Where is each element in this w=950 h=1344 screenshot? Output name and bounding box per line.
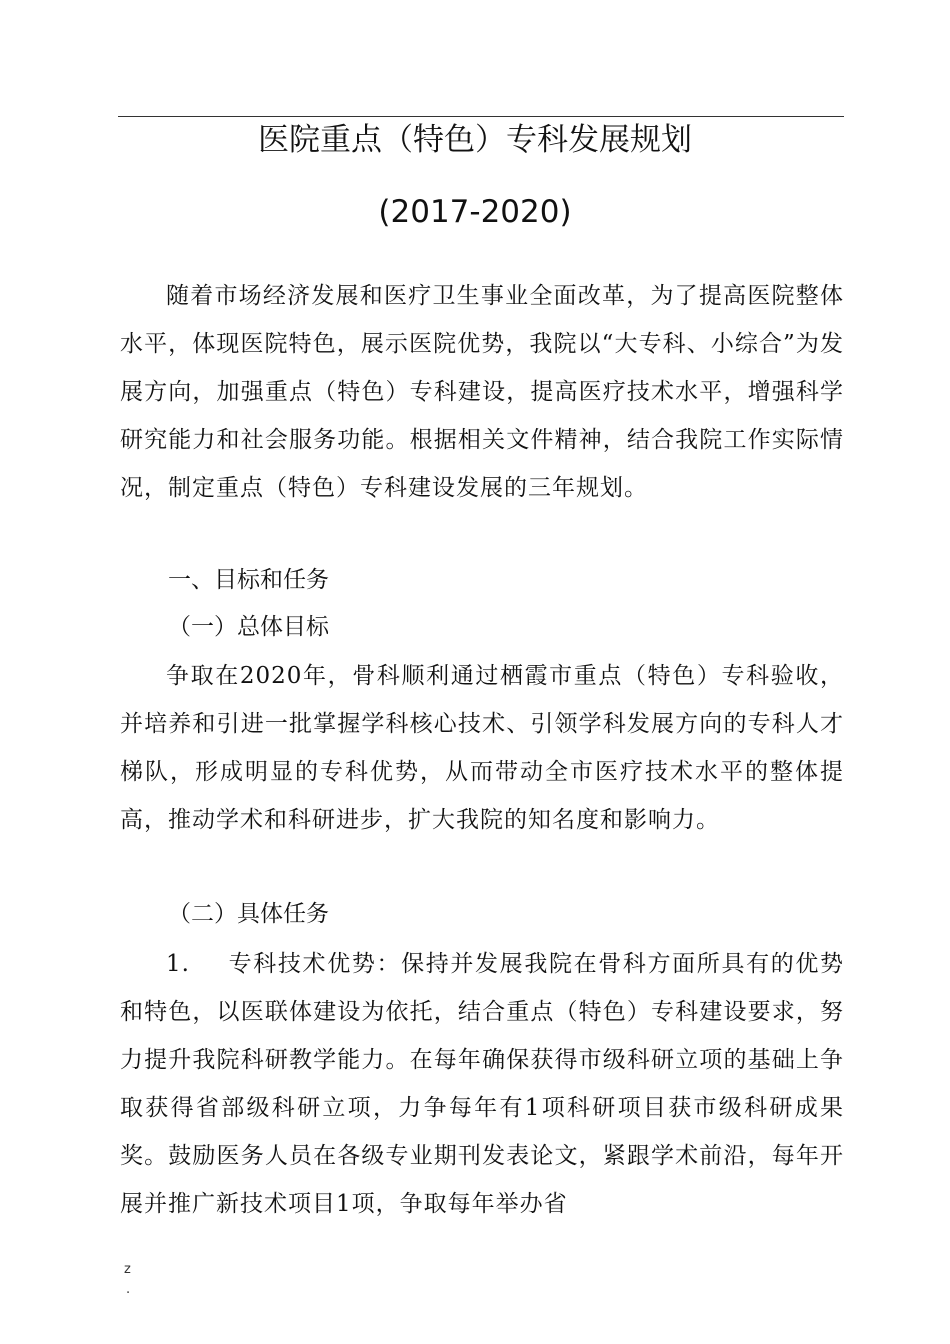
section-heading-goals: 一、目标和任务 (168, 567, 329, 593)
document-title: 医院重点（特色）专科发展规划 (258, 122, 692, 158)
subsection-heading-overall: （一）总体目标 (168, 614, 329, 640)
document-subtitle: (2017-2020) (378, 194, 572, 230)
task-item-number: 1. (166, 951, 190, 977)
intro-paragraph: 随着市场经济发展和医疗卫生事业全面改革，为了提高医院整体水平，体现医院特色，展示医院优势，我院以“大专科、小综合”为发展方向，加强重点（特色）专科建设，提高医疗技术水平，增强科学研究能力和社会服务功能。根据相关文件精神，结合我院工作实际情况，制定重点（特色）专科建设发展的三年规划。 (120, 283, 844, 501)
footer-dot: . (126, 1282, 131, 1297)
subsection-heading-tasks: （二）具体任务 (168, 901, 329, 927)
task-item-text: 专科技术优势：保持并发展我院在骨科方面所具有的优势和特色，以医联体建设为依托，结合重点（特色）专科建设要求，努力提升我院科研教学能力。在每年确保获得市级科研立项的基础上争取获得省部级科研立项，力争每年有1项科研项目获市级科研成果奖。鼓励医务人员在各级专业期刊发表论文，紧跟学术前沿，每年开展并推广新技术项目1项，争取每年举办省 (120, 951, 844, 1217)
task-item-1 (120, 940, 844, 1228)
footer-mark: z (124, 1262, 131, 1277)
overall-goal-paragraph: 争取在2020年，骨科顺利通过栖霞市重点（特色）专科验收，并培养和引进一批掌握学科核心技术、引领学科发展方向的专科人才梯队，形成明显的专科优势，从而带动全市医疗技术水平的整体提高，推动学术和科研进步，扩大我院的知名度和影响力。 (120, 663, 844, 833)
header-rule (118, 116, 844, 117)
